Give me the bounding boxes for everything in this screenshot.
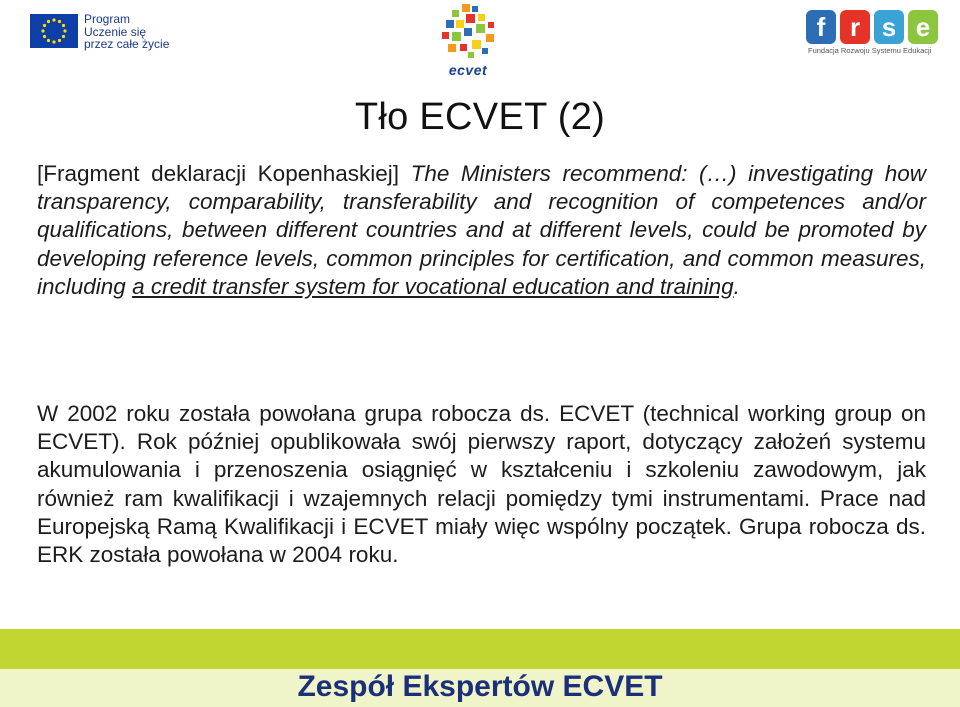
slide-title: Tło ECVET (2) [354, 96, 606, 138]
ecvet-logo-label: ecvet [448, 62, 488, 78]
ecvet-mosaic-icon [428, 2, 508, 62]
svg-text:s: s [881, 12, 897, 42]
paragraph-copenhagen [37, 160, 926, 301]
svg-text:r: r [849, 12, 861, 42]
ecvet-logo [428, 2, 508, 80]
eu-programme-line: przez całe życie [84, 37, 170, 51]
footer-band [0, 629, 960, 669]
frse-subtitle: Fundacja Rozwoju Systemu Edukacji [808, 46, 932, 55]
footer-title: Zespół Ekspertów ECVET [297, 670, 663, 703]
quote-end: . [733, 273, 740, 299]
eu-programme-line: Program [84, 12, 131, 26]
paragraph-working-group: W 2002 roku została powołana grupa robocza ds. ECVET (technical working group on ECVET). Rok później opublikowała swój pierwszy raport, dotyczący założeń systemu akumulowania i przenoszenia osiągnięć w kształceniu i szkoleniu zawodowym, jak również ram kwalifikacji i wzajemnych relacji pomiędzy tymi instrumentami. Prace nad Europejską Ramą Kwalifikacji i ECVET miały więc wspólny początek. Grupa robocza ds. ERK została powołana w 2004 roku. [37, 401, 926, 568]
eu-programme-line: Uczenie się [84, 24, 147, 39]
eu-programme-logo [30, 14, 190, 52]
quote-underlined-text: a credit transfer system for vocational education and training [132, 273, 734, 299]
quote-text: The Ministers recommend: (…) investigating how transparency, comparability, transferability and recognition of competences and/or qualifications, between different countries and at different levels, could be promoted by developing reference levels, common principles for certification, and common measures, including [37, 161, 926, 299]
paragraph-copenhagen-intro: [Fragment deklaracji Kopenhaskiej] [37, 161, 411, 186]
svg-text:f: f [816, 12, 826, 42]
eu-flag-icon [30, 14, 78, 48]
eu-programme-name [84, 13, 169, 51]
frse-logo [806, 10, 938, 58]
svg-text:e: e [915, 12, 931, 42]
frse-letters-icon [806, 10, 938, 44]
